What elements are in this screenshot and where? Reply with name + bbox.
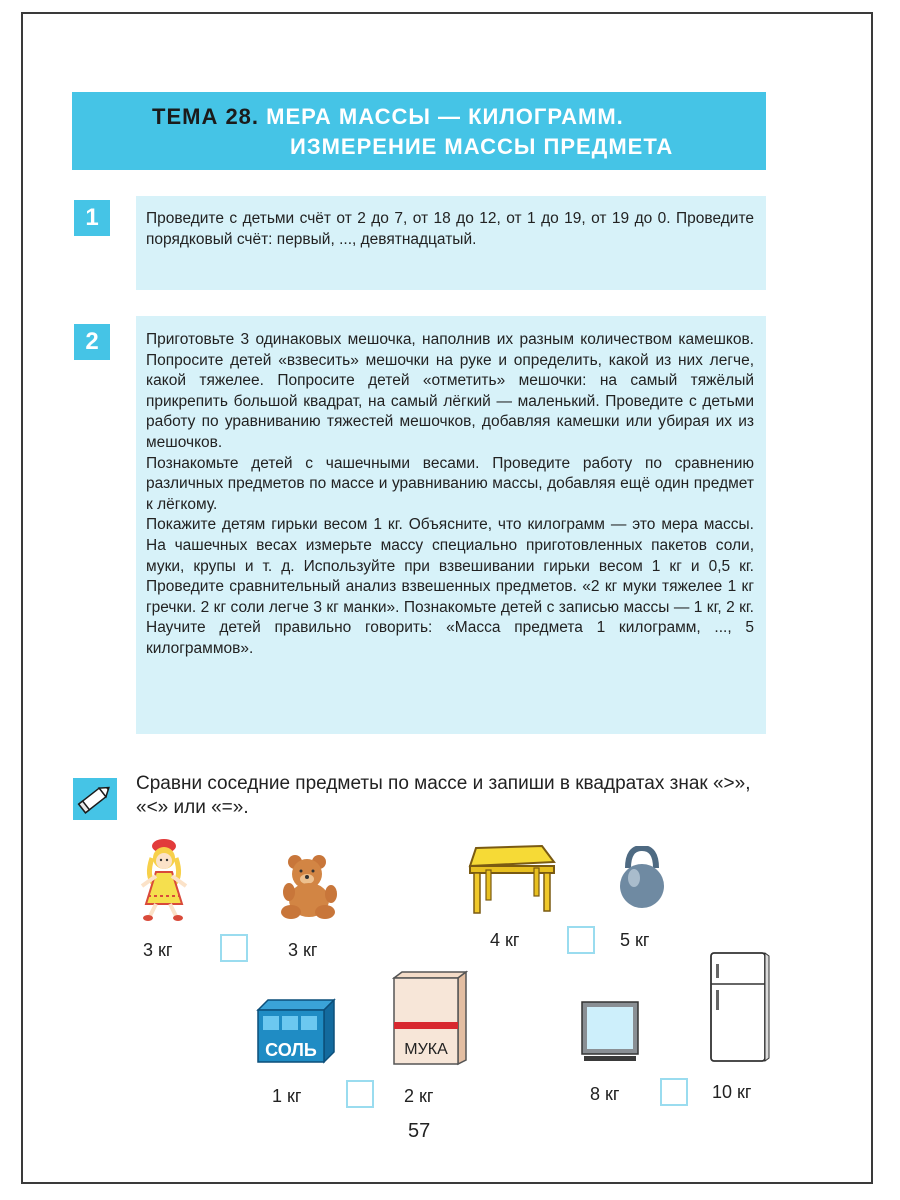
compare-box-salt-flour[interactable] bbox=[346, 1080, 374, 1108]
table-weight: 4 кг bbox=[490, 930, 520, 950]
flour-bag-image bbox=[392, 970, 468, 1071]
flour-weight: 2 кг bbox=[404, 1086, 434, 1106]
topic-header bbox=[72, 92, 766, 170]
task2-text bbox=[146, 330, 754, 660]
exercise-instruction: Сравни соседние предметы по массе и запиши в квадратах знак «>», «<» или «=». bbox=[136, 773, 751, 818]
topic-title: МЕРА МАССЫ — КИЛОГРАММ. bbox=[266, 104, 624, 129]
topic-subtitle: ИЗМЕРЕНИЕ МАССЫ ПРЕДМЕТА bbox=[290, 134, 674, 159]
task2-paragraph: Познакомьте детей с чашечными весами. Проведите работу по сравнению различных предметов по массе и уравниванию массы, добавляя ещё один предмет к лёгкому. bbox=[146, 454, 754, 513]
task1-text: Проведите с детьми счёт от 2 до 7, от 18 до 12, от 1 до 19, от 19 до 0. Проведите порядковый счёт: первый, ..., девятнадцатый. bbox=[146, 210, 754, 248]
task2-paragraph: Приготовьте 3 одинаковых мешочка, наполнив их разным количеством камешков. Попросите детей «взвесить» мешочки на руке и определить, какой из них легче, какой тяжелее. Попросите детей «отметить» мешочки: на самый тяжёлый прикрепить большой квадрат, на самый лёгкий — маленький. Проведите с детьми работу по уравниванию тяжестей мешочков, добавляя камешки или убирая их из мешочков. bbox=[146, 331, 754, 451]
kettlebell-weight: 5 кг bbox=[620, 930, 650, 950]
topic-title-line1 bbox=[152, 104, 624, 130]
compare-box-doll-bear[interactable] bbox=[220, 934, 248, 962]
teddy-bear-image bbox=[275, 852, 341, 925]
doll-image bbox=[136, 836, 194, 931]
doll-weight: 3 кг bbox=[143, 940, 173, 960]
task2-paragraph: Покажите детям гирьки весом 1 кг. Объясните, что килограмм — это мера массы. На чашечных весах измерьте массу специально приготовленных пакетов соли, муки, крупы и т. д. Используйте при взвешивании гирьки весом 1 кг и 0,5 кг. Проведите сравнительный анализ взвешенных предметов. «2 кг муки тяжелее 1 кг гречки. 2 кг соли легче 3 кг манки». Познакомьте детей с записью массы — 1 кг, 2 кг. Научите детей правильно говорить: «Масса предмета 1 килограмм, ..., 5 килограммов». bbox=[146, 516, 754, 657]
salt-box-image bbox=[256, 998, 336, 1069]
tv-weight: 8 кг bbox=[590, 1084, 620, 1104]
task2-number-badge: 2 bbox=[74, 324, 110, 360]
task1-number-badge: 1 bbox=[74, 200, 110, 236]
table-image bbox=[466, 840, 558, 921]
salt-weight: 1 кг bbox=[272, 1086, 302, 1106]
pencil-icon bbox=[73, 778, 117, 820]
bear-weight: 3 кг bbox=[288, 940, 318, 960]
fridge-weight: 10 кг bbox=[712, 1082, 752, 1102]
compare-box-tv-fridge[interactable] bbox=[660, 1078, 688, 1106]
salt-label: СОЛЬ bbox=[265, 1040, 317, 1060]
kettlebell-image bbox=[612, 846, 672, 915]
fridge-image bbox=[708, 950, 770, 1069]
compare-box-table-kettlebell[interactable] bbox=[567, 926, 595, 954]
topic-label: ТЕМА 28. bbox=[152, 104, 260, 129]
tv-monitor-image bbox=[578, 1000, 644, 1071]
page-number: 57 bbox=[408, 1120, 431, 1142]
flour-label: МУКА bbox=[404, 1041, 448, 1058]
